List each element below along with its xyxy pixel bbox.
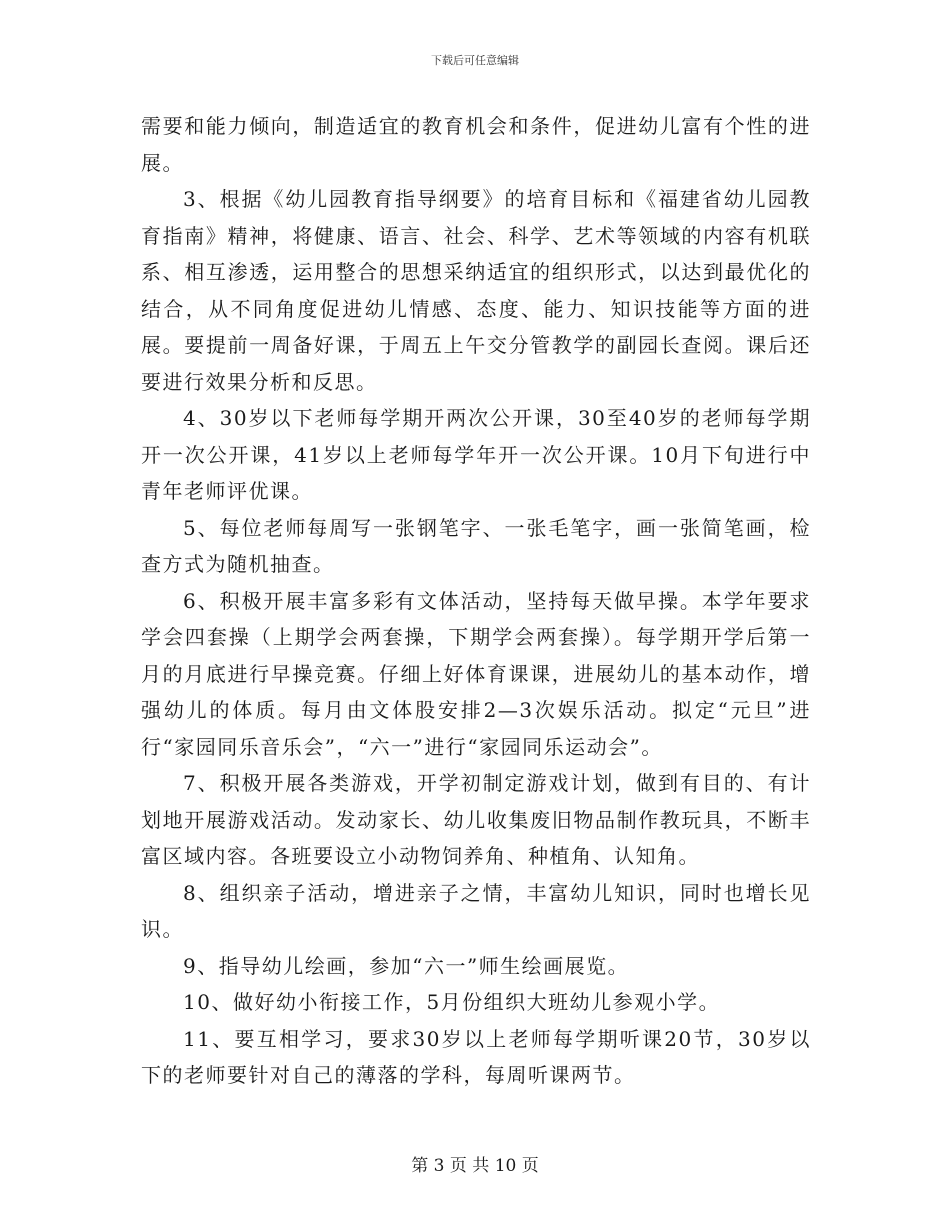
paragraph-item-7: 7、积极开展各类游戏，开学初制定游戏计划，做到有目的、有计划地开展游戏活动。发动家长、幼儿收集废旧物品制作教玩具，不断丰富区域内容。各班要设立小动物饲养角、种植角、认知角。 [141,771,811,868]
paragraph-item-4: 4、30岁以下老师每学期开两次公开课，30至40岁的老师每学期开一次公开课，41岁以上老师每学年开一次公开课。10月下旬进行中青年老师评优课。 [141,406,811,503]
paragraph-continuation: 需要和能力倾向，制造适宜的教育机会和条件，促进幼儿富有个性的进展。 [141,114,811,175]
paragraph-item-11: 11、要互相学习，要求30岁以上老师每学期听课20节，30岁以下的老师要针对自己的薄落的学科，每周听课两节。 [141,1026,811,1087]
page-header-note: 下载后可任意编辑 [431,54,519,67]
paragraph-item-6: 6、积极开展丰富多彩有文体活动，坚持每天做早操。本学年要求学会四套操（上期学会两套操，下期学会两套操）。每学期开学后第一月的月底进行早操竞赛。仔细上好体育课课，进展幼儿的基本动作，增强幼儿的体质。每月由文体股安排2—3次娱乐活动。拟定“元旦”进行“家园同乐音乐会”，“六一”进行“家园同乐运动会”。 [141,588,811,759]
paragraph-item-5: 5、每位老师每周写一张钢笔字、一张毛笔字，画一张简笔画，检查方式为随机抽查。 [141,515,811,576]
paragraph-item-10: 10、做好幼小衔接工作，5月份组织大班幼儿参观小学。 [183,990,721,1014]
paragraph-item-8: 8、组织亲子活动，增进亲子之情，丰富幼儿知识，同时也增长见识。 [141,880,811,941]
document-body [141,108,811,1094]
paragraph-item-3: 3、根据《幼儿园教育指导纲要》的培育目标和《福建省幼儿园教育指南》精神，将健康、语言、社会、科学、艺术等领域的内容有机联系、相互渗透，运用整合的思想采纳适宜的组织形式，以达到最优化的结合，从不同角度促进幼儿情感、态度、能力、知识技能等方面的进展。要提前一周备好课，于周五上午交分管教学的副园长查阅。课后还要进行效果分析和反思。 [141,187,811,394]
paragraph-item-9: 9、指导幼儿绘画，参加“六一”师生绘画展览。 [183,953,630,978]
page-number-footer: 第 3 页 共 10 页 [411,1156,539,1176]
